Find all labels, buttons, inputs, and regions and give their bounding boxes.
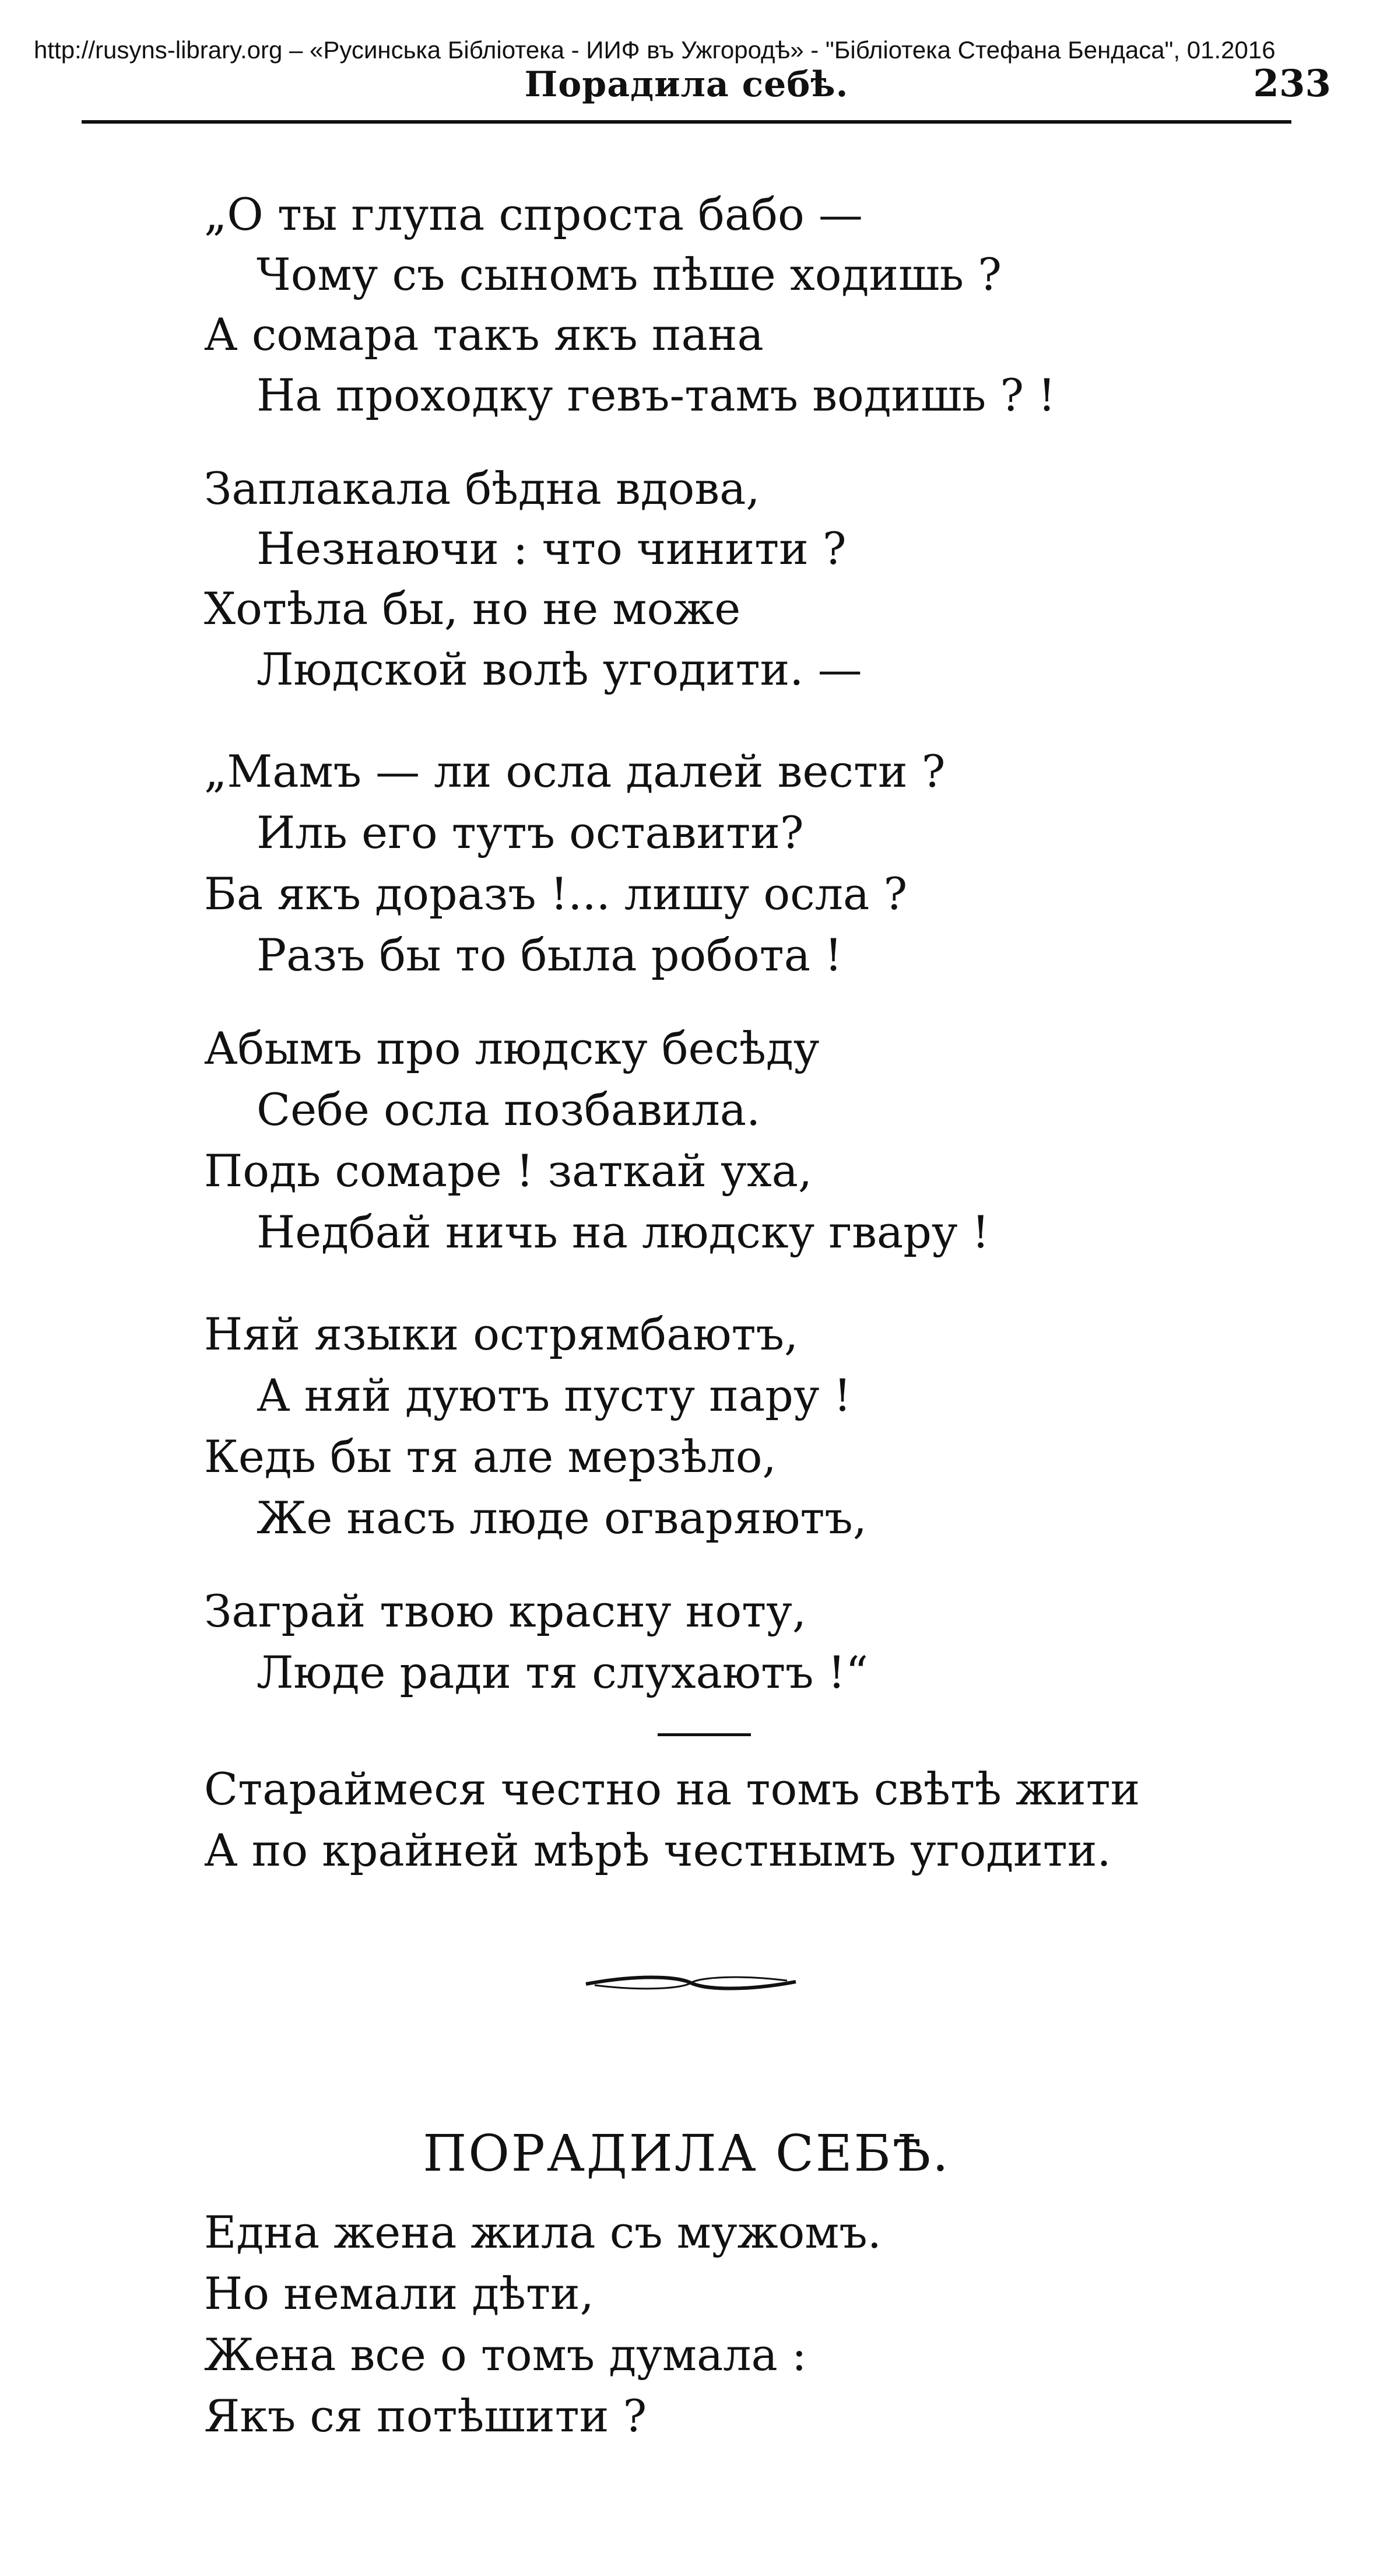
verse-line: А сомара такъ якъ пана bbox=[204, 309, 764, 360]
verse-line: Но немали дѣти, bbox=[204, 2267, 594, 2319]
verse-line: Недбай ничь на людску гвару ! bbox=[257, 1206, 990, 1258]
verse-line: Чому съ сыномъ пѣше ходишь ? bbox=[257, 248, 1002, 300]
verse-line: Една жена жила съ мужомъ. bbox=[204, 2206, 882, 2258]
page-number: 233 bbox=[1253, 62, 1331, 106]
verse-line: Разъ бы то была робота ! bbox=[257, 929, 842, 981]
verse-line: Хотѣла бы, но не може bbox=[204, 583, 741, 635]
verse-line: Ба якъ доразъ !... лишу осла ? bbox=[204, 868, 908, 920]
verse-line: „Мамъ — ли осла далей вести ? bbox=[204, 745, 946, 797]
verse-line: Подь сомаре ! заткай уха, bbox=[204, 1145, 813, 1197]
verse-line: Себе осла позбавила. bbox=[257, 1084, 761, 1135]
verse-line: А няй дуютъ пусту пару ! bbox=[257, 1369, 852, 1421]
verse-line: Люде ради тя слухаютъ !“ bbox=[257, 1646, 869, 1698]
running-title: Порадила себѣ. bbox=[524, 64, 849, 105]
verse-line: Якъ ся потѣшити ? bbox=[204, 2390, 647, 2442]
verse-line: Иль его тутъ оставити? bbox=[257, 807, 804, 858]
stanza-separator bbox=[658, 1733, 751, 1736]
verse-line: Заграй твою красну ноту, bbox=[204, 1585, 807, 1637]
header-rule bbox=[82, 120, 1291, 124]
verse-line: Абымъ про людску бесѣду bbox=[204, 1022, 820, 1074]
verse-line: Незнаючи : что чинити ? bbox=[257, 523, 847, 574]
verse-line: Кедь бы тя але мерзѣло, bbox=[204, 1431, 777, 1482]
decorative-ornament bbox=[583, 1971, 799, 1995]
section-title: ПОРАДИЛА СЕБѢ. bbox=[423, 2125, 950, 2183]
verse-line: Няй языки острямбаютъ, bbox=[204, 1308, 799, 1360]
verse-line: Заплакала бѣдна вдова, bbox=[204, 462, 760, 514]
verse-line: „О ты глупа спроста бабо — bbox=[204, 188, 863, 240]
verse-line: Жена все о томъ думала : bbox=[204, 2329, 807, 2381]
verse-line: Же насъ люде огваряютъ, bbox=[257, 1492, 867, 1544]
moral-line: А по крайней мѣрѣ честнымъ угодити. bbox=[204, 1824, 1111, 1876]
verse-line: Людской волѣ угодити. — bbox=[257, 643, 862, 695]
verse-line: На проходку гевъ-тамъ водишь ? ! bbox=[257, 369, 1056, 421]
source-watermark: http://rusyns-library.org – «Русинська Бібліотека - ИИФ въ Ужгородѣ» - "Бібліотека Стефана Бендаса", 01.2016 bbox=[34, 36, 1276, 64]
moral-line: Стараймеся честно на томъ свѣтѣ жити bbox=[204, 1763, 1140, 1815]
